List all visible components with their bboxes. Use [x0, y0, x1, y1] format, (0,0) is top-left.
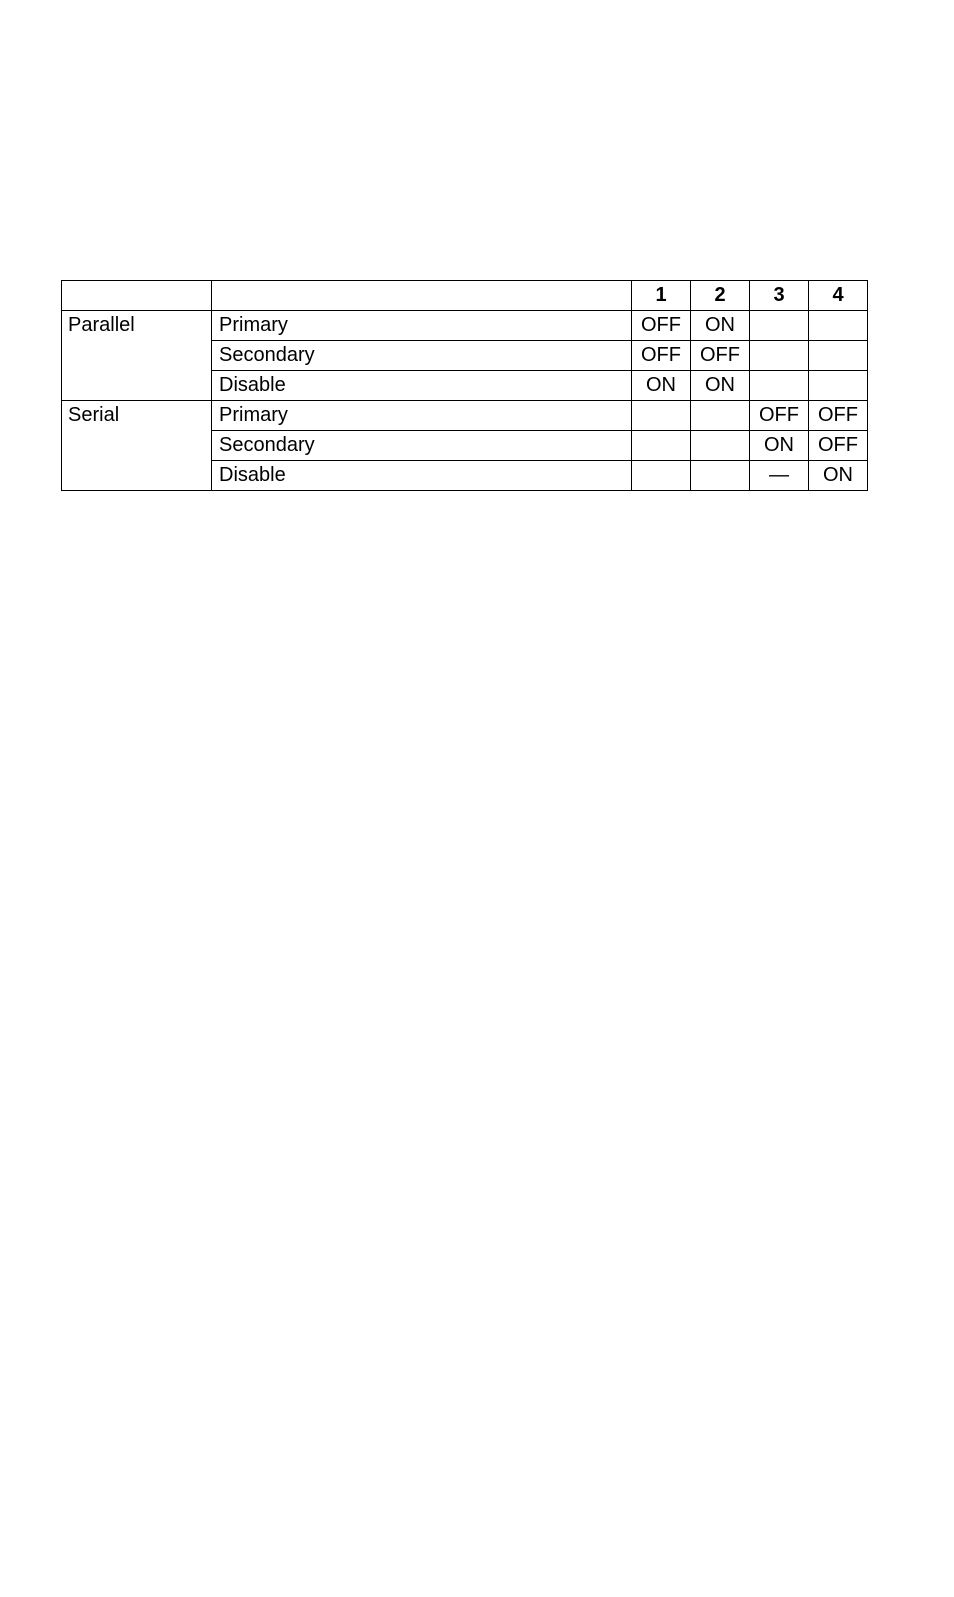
header-switch-1: 1 [632, 281, 691, 311]
switch-value: OFF [632, 341, 691, 371]
switch-value [691, 401, 750, 431]
switch-value: ON [809, 461, 868, 491]
header-port-cell [62, 281, 212, 311]
header-switch-3: 3 [750, 281, 809, 311]
switch-value: OFF [691, 341, 750, 371]
mode-label: Primary [212, 401, 632, 431]
header-switch-2: 2 [691, 281, 750, 311]
switch-value [750, 371, 809, 401]
mode-label: Secondary [212, 341, 632, 371]
switch-value: ON [691, 311, 750, 341]
switch-value [632, 431, 691, 461]
mode-label: Secondary [212, 431, 632, 461]
header-mode-cell [212, 281, 632, 311]
switch-value: ON [632, 371, 691, 401]
table-header-row [62, 281, 868, 311]
switch-value [632, 401, 691, 431]
port-label-parallel: Parallel [62, 311, 212, 401]
switch-value: OFF [809, 401, 868, 431]
switch-value [691, 461, 750, 491]
dip-switch-settings-table [61, 280, 868, 491]
switch-value [809, 311, 868, 341]
table-row [62, 401, 868, 431]
switch-value [691, 431, 750, 461]
table-row [62, 311, 868, 341]
switch-value [750, 311, 809, 341]
switch-value [809, 371, 868, 401]
switch-value: ON [750, 431, 809, 461]
switch-value [632, 461, 691, 491]
port-label-serial: Serial [62, 401, 212, 491]
switch-value: — [750, 461, 809, 491]
switch-value: ON [691, 371, 750, 401]
switch-value: OFF [632, 311, 691, 341]
switch-value [809, 341, 868, 371]
switch-value: OFF [750, 401, 809, 431]
mode-label: Disable [212, 371, 632, 401]
mode-label: Primary [212, 311, 632, 341]
switch-value: OFF [809, 431, 868, 461]
mode-label: Disable [212, 461, 632, 491]
header-switch-4: 4 [809, 281, 868, 311]
switch-value [750, 341, 809, 371]
